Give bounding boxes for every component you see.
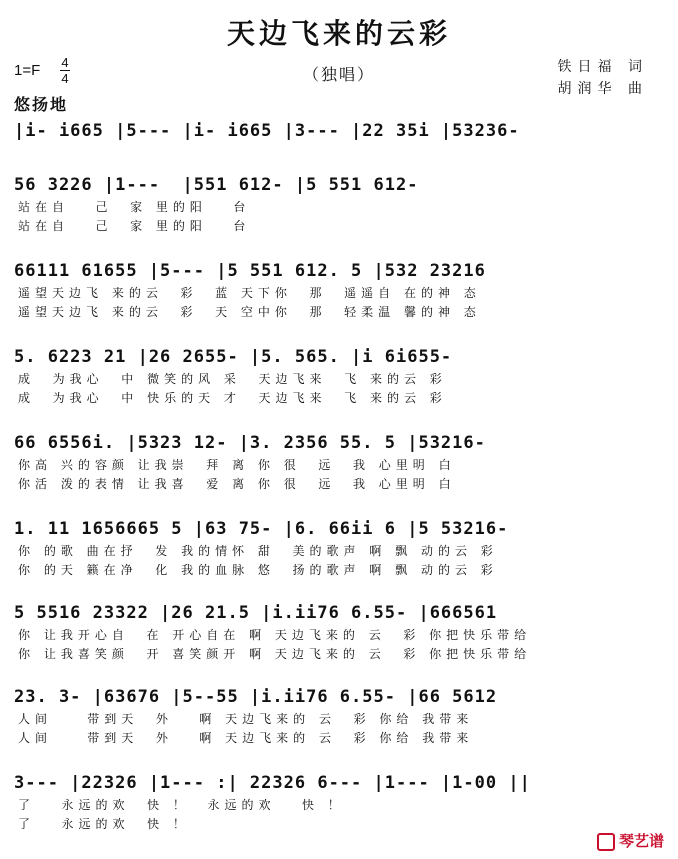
notation-line: 23. 3- |63676 |5--55 |i.ii76 6.55- |66 5612 xyxy=(14,687,498,707)
lyric-line: 了 永远的欢 快 ！ 永远的欢 快 ！ xyxy=(18,798,345,812)
lyric-line: 你 让我喜笑颜 开 喜笑颜开 啊 天边飞来的 云 彩 你把快乐带给 xyxy=(18,647,532,661)
notation-line: 5 5516 23322 |26 21.5 |i.ii76 6.55- |666561 xyxy=(14,603,498,623)
credits xyxy=(558,56,648,100)
performance-type: （独唱） xyxy=(302,65,375,84)
composer-credit: 胡润华 曲 xyxy=(557,81,648,97)
music-system xyxy=(14,172,664,236)
time-signature-top: 4 xyxy=(61,55,69,70)
lyric-line: 站在自 己 家 里的阳 台 xyxy=(18,219,251,233)
lyric-line: 人间 带到天 外 啊 天边飞来的 云 彩 你给 我带来 xyxy=(18,731,474,745)
lyric-line: 你高 兴的容颜 让我崇 拜 离 你 很 远 我 心里明 白 xyxy=(18,458,456,472)
lyric-line: 成 为我心 中 微笑的风 采 天边飞来 飞 来的云 彩 xyxy=(18,372,447,386)
notation-line: 3--- |22326 |1--- :| 22326 6--- |1--- |1-00 || xyxy=(14,773,531,793)
key-signature: 1=F xyxy=(14,62,41,79)
notation-line: 1. 11 1656665 5 |63 75- |6. 66ii 6 |5 53216- xyxy=(14,519,509,539)
music-system xyxy=(14,600,664,664)
watermark-text: 琴艺谱 xyxy=(618,832,664,850)
lyric-line: 了 永远的欢 快 ！ xyxy=(18,817,190,831)
lyric-line: 站在自 己 家 里的阳 台 xyxy=(18,200,251,214)
lyric-line: 你活 泼的表情 让我喜 爱 离 你 很 远 我 心里明 白 xyxy=(18,477,456,491)
music-system xyxy=(14,258,664,322)
notation-line: 66111 61655 |5--- |5 551 612. 5 |532 23216 xyxy=(14,261,486,281)
lyric-line: 你 的天 籁在净 化 我的血脉 悠 扬的歌声 啊 飘 动的云 彩 xyxy=(18,563,498,577)
lyric-line: 人间 带到天 外 啊 天边飞来的 云 彩 你给 我带来 xyxy=(18,712,474,726)
notation-line: |i- i665 |5--- |i- i665 |3--- |22 35i |53236- xyxy=(14,121,520,141)
tempo-marking: 悠扬地 xyxy=(14,95,69,114)
watermark-logo xyxy=(597,830,664,851)
logo-icon xyxy=(597,833,615,851)
time-signature-bottom: 4 xyxy=(61,71,69,86)
music-system xyxy=(14,684,664,748)
lyric-line: 你 的歌 曲在抒 发 我的情怀 甜 美的歌声 啊 飘 动的云 彩 xyxy=(18,544,498,558)
music-system xyxy=(14,770,664,834)
lyric-line: 你 让我开心自 在 开心自在 啊 天边飞来的 云 彩 你把快乐带给 xyxy=(18,628,532,642)
music-system xyxy=(14,516,664,580)
time-signature xyxy=(60,56,70,85)
lyric-line: 遥望天边飞 来的云 彩 天 空中你 那 轻柔温 馨的神 态 xyxy=(18,305,481,319)
song-title: 天边飞来的云彩 xyxy=(226,17,451,50)
music-system xyxy=(14,344,664,408)
lyric-line: 遥望天边飞 来的云 彩 蓝 天下你 那 遥遥自 在的神 态 xyxy=(18,286,481,300)
lyric-line: 成 为我心 中 快乐的天 才 天边飞来 飞 来的云 彩 xyxy=(18,391,447,405)
notation-line: 5. 6223 21 |26 2655- |5. 565. |i 6i655- xyxy=(14,347,453,367)
music-system xyxy=(14,118,664,144)
lyricist-credit: 铁日福 词 xyxy=(557,59,648,75)
notation-line: 66 6556i. |5323 12- |3. 2356 55. 5 |53216- xyxy=(14,433,486,453)
music-system xyxy=(14,430,664,494)
notation-line: 56 3226 |1--- |551 612- |5 551 612- xyxy=(14,175,419,195)
